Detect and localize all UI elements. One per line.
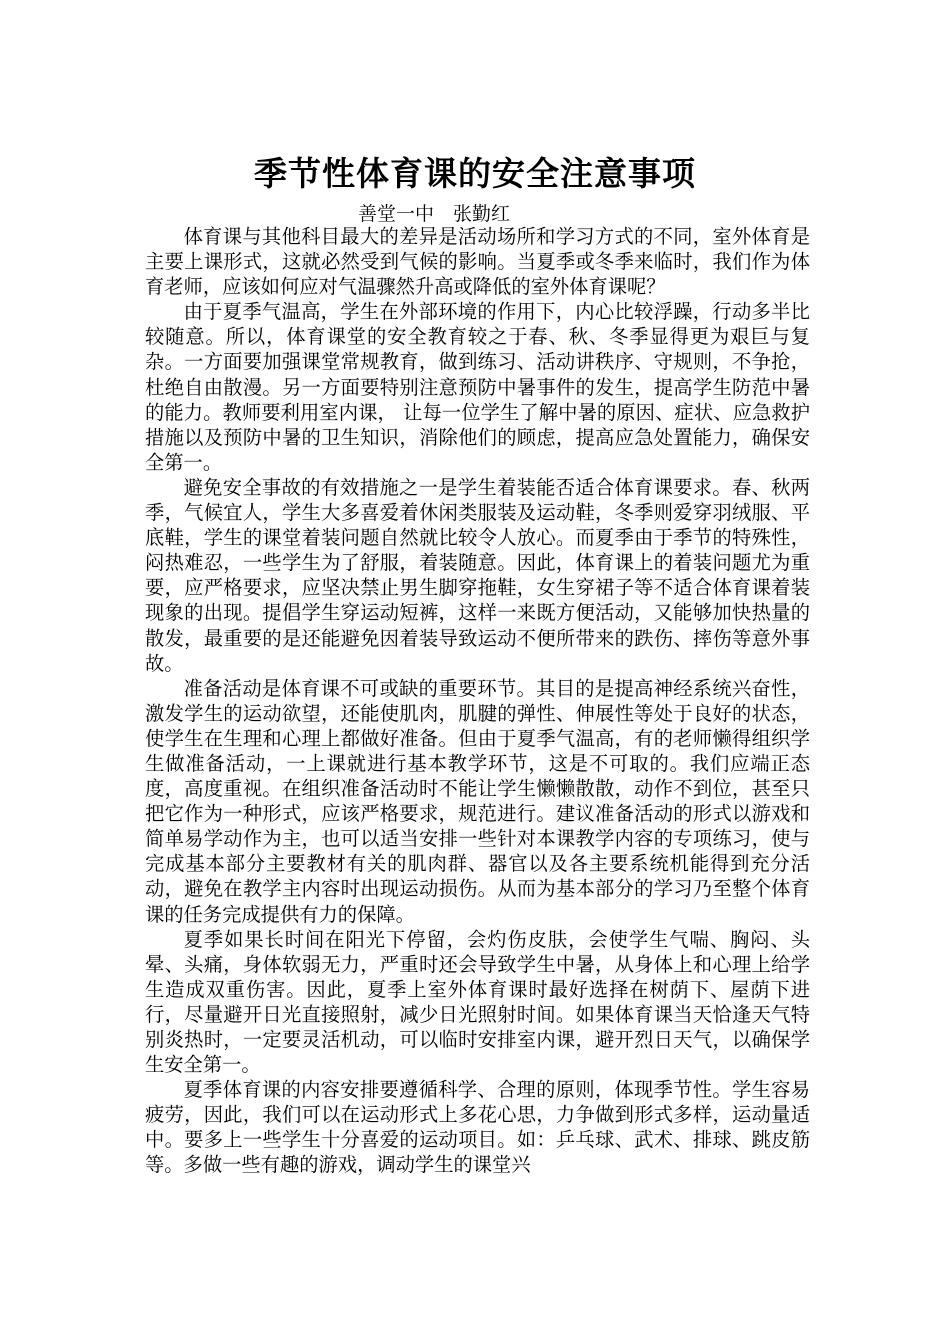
paragraph-clothing: 避免安全事故的有效措施之一是学生着装能否适合体育课要求。春、秋两季，气候宜人，学生大多喜爱着休闲类服装及运动鞋，冬季则爱穿羽绒服、平底鞋，学生的课堂着装问题自然就比较令人放心。而夏季由于季节的特殊性，闷热难忍，一些学生为了舒服，着装随意。因此，体育课上的着装问题尤为重要，应严格要求，应坚决禁止男生脚穿拖鞋，女生穿裙子等不适合体育课着装现象的出现。提倡学生穿运动短裤，这样一来既方便活动，又能够加快热量的散发，最重要的是还能避免因着装导致运动不便所带来的跌伤、摔伤等意外事故。 <box>145 475 810 675</box>
author-byline: 善堂一中 张勤红 <box>358 203 511 225</box>
document-body <box>145 224 810 1178</box>
paragraph-intro: 体育课与其他科目最大的差异是活动场所和学习方式的不同，室外体育是主要上课形式，这就必然受到气候的影响。当夏季或冬季来临时，我们作为体育老师，应该如何应对气温骤然升高或降低的室外体育课呢？ <box>145 225 810 299</box>
paragraph-content-arrangement: 夏季体育课的内容安排要遵循科学、合理的原则，体现季节性。学生容易疲劳，因此，我们可以在运动形式上多花心思，力争做到形式多样，运动量适中。要多上一些学生十分喜爱的运动项目。如：乒乓球、武术、排球、跳皮筋等。多做一些有趣的游戏，调动学生的课堂兴 <box>145 1078 810 1177</box>
paragraph-warm-up: 准备活动是体育课不可或缺的重要环节。其目的是提高神经系统兴奋性，激发学生的运动欲望，还能使肌肉，肌腱的弹性、伸展性等处于良好的状态，使学生在生理和心理上都做好准备。但由于夏季气温高，有的老师懒得组织学生做准备活动，一上课就进行基本教学环节，这是不可取的。我们应端正态度，高度重视。在组织准备活动时不能让学生懒懒散散，动作不到位，甚至只把它作为一种形式，应该严格要求，规范进行。建议准备活动的形式以游戏和简单易学动作为主，也可以适当安排一些针对本课教学内容的专项练习，使与完成基本部分主要教材有关的肌肉群、器官以及各主要系统机能得到充分活动，避免在教学主内容时出现运动损伤。从而为基本部分的学习乃至整个体育课的任务完成提供有力的保障。 <box>145 676 810 926</box>
paragraph-summer-heat: 由于夏季气温高，学生在外部环境的作用下，内心比较浮躁，行动多半比较随意。所以，体育课堂的安全教育较之于春、秋、冬季显得更为艰巨与复杂。一方面要加强课堂常规教育，做到练习、活动讲秩序、守规则，不争抢，杜绝自由散漫。另一方面要特别注意预防中暑事件的发生，提高学生防范中暑的能力。教师要利用室内课， 让每一位学生了解中暑的原因、症状、应急救护措施以及预防中暑的卫生知识，消除他们的顾虑，提高应急处置能力，确保安全第一。 <box>145 300 810 474</box>
paragraph-sunlight: 夏季如果长时间在阳光下停留，会灼伤皮肤，会使学生气喘、胸闷、头晕、头痛，身体软弱无力，严重时还会导致学生中暑，从身体上和心理上给学生造成双重伤害。因此，夏季上室外体育课时最好选择在树荫下、屋荫下进行，尽量避开日光直接照射，减少日光照射时间。如果体育课当天恰逢天气特别炎热时，一定要灵活机动，可以临时安排室内课，避开烈日天气，以确保学生安全第一。 <box>145 927 810 1077</box>
document-title: 季节性体育课的安全注意事项 <box>254 154 696 193</box>
